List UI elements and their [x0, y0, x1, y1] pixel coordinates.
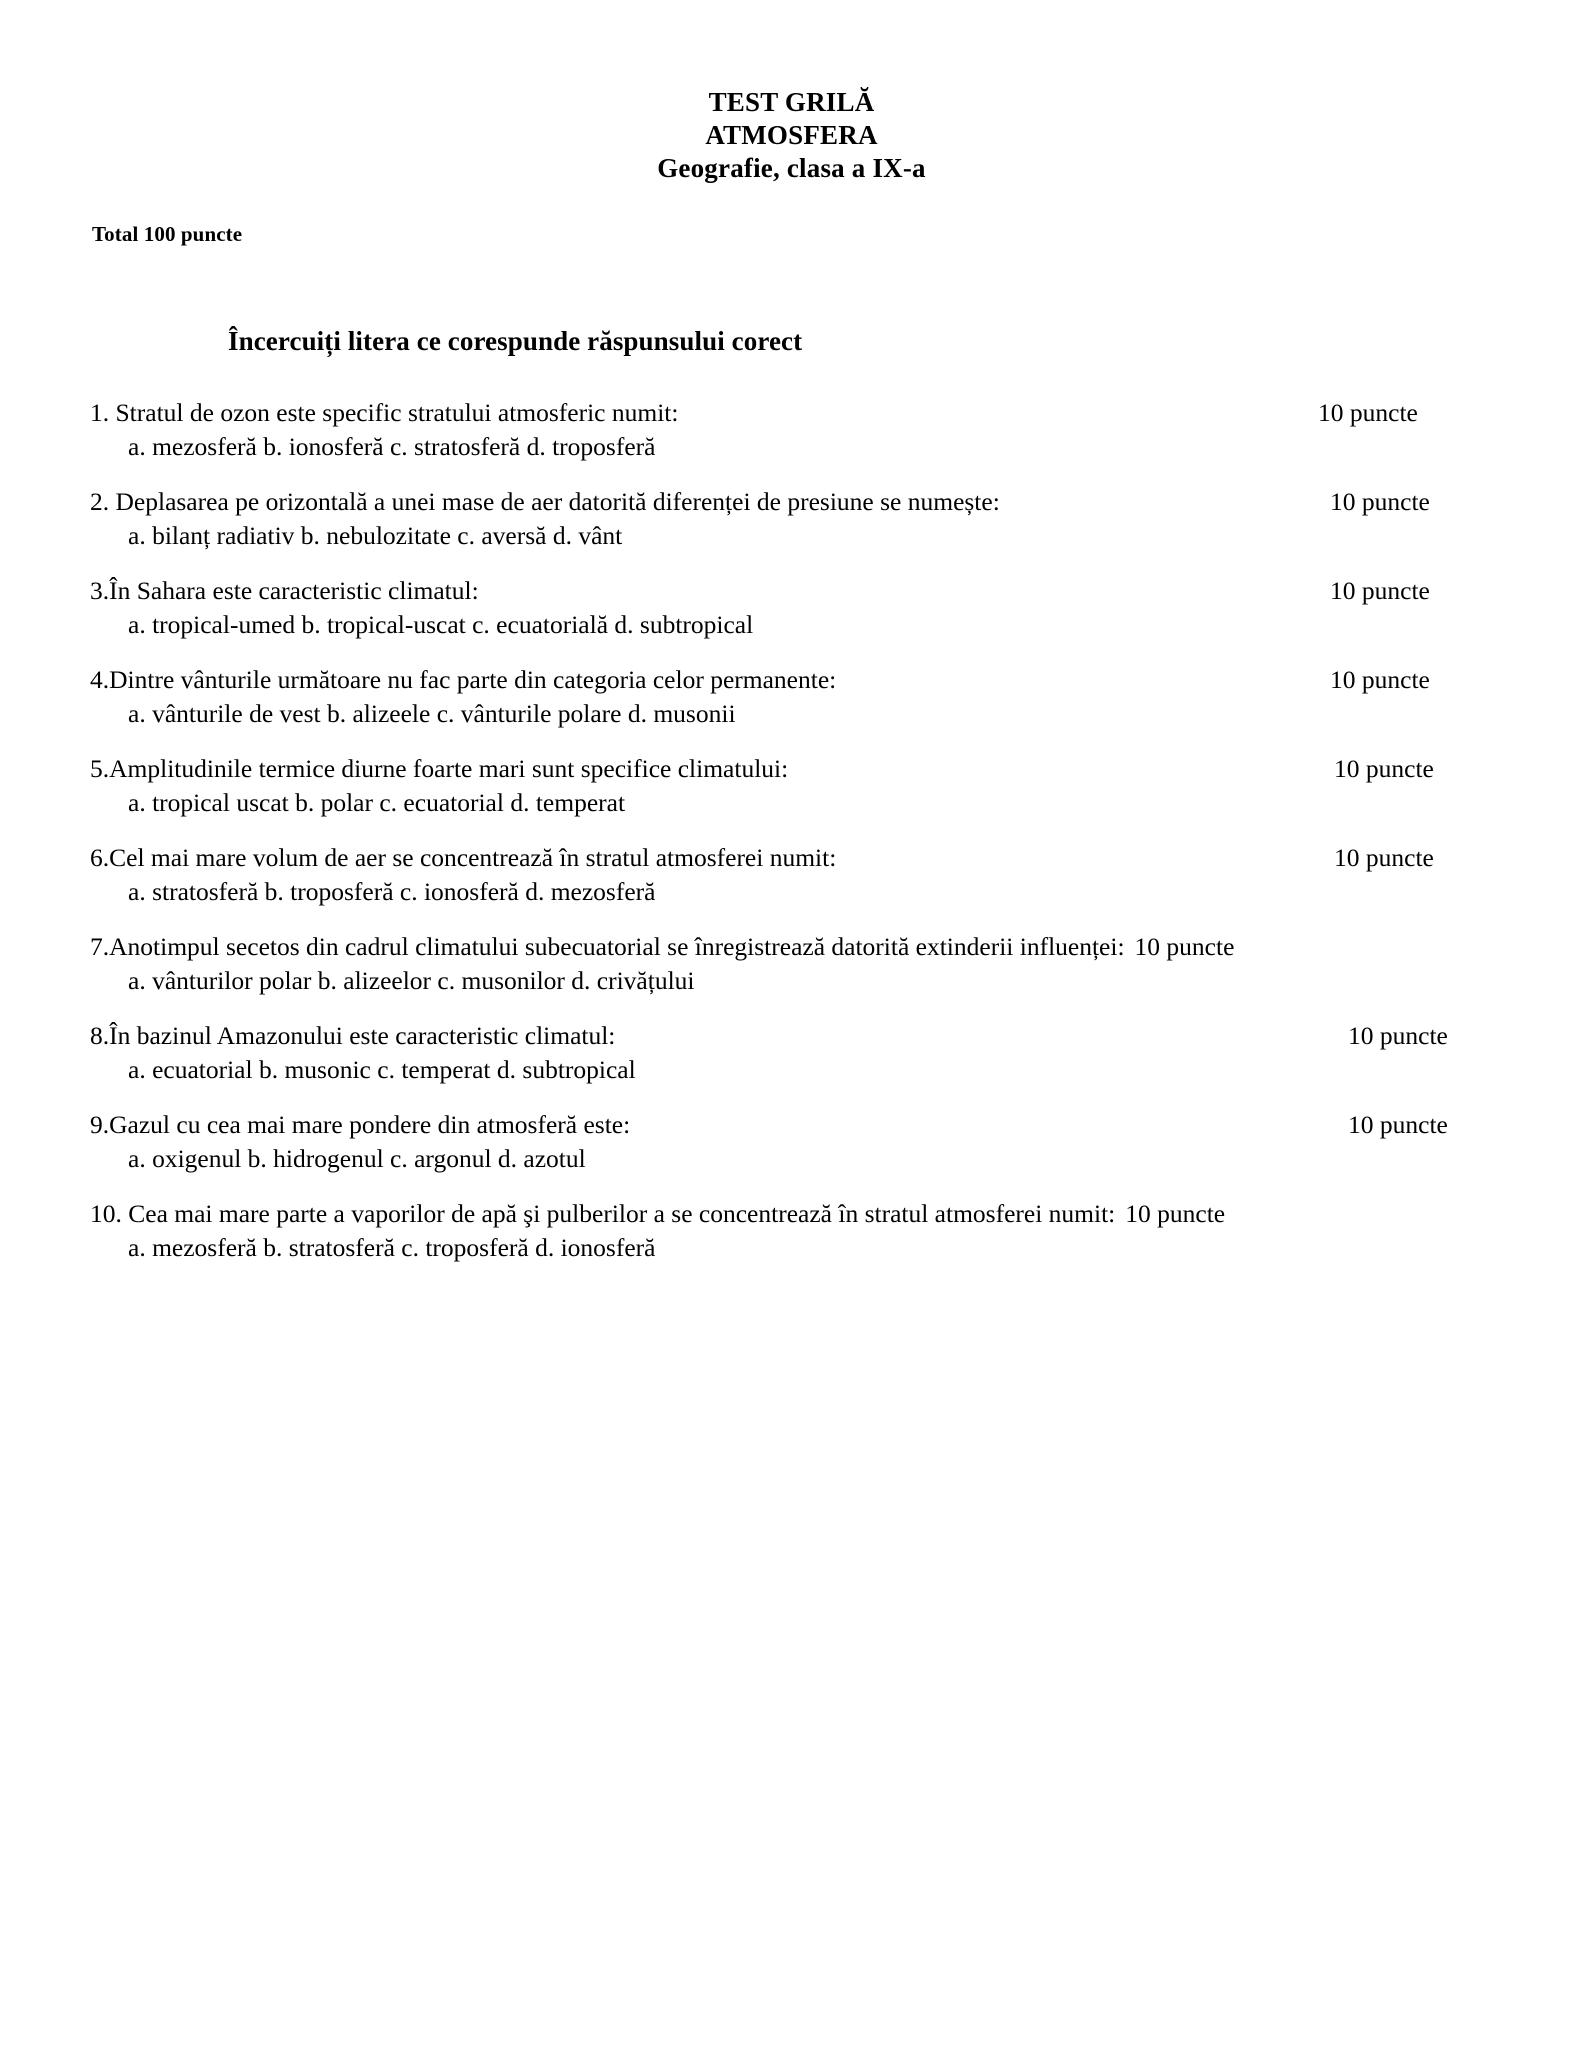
title-line-3: Geografie, clasa a IX-a: [657, 153, 926, 183]
question-item: [0, 930, 1583, 997]
question-points: 10 puncte: [1134, 932, 1235, 961]
total-points-label: Total 100 puncte: [92, 222, 243, 246]
question-item: [0, 1108, 1583, 1175]
question-list: [0, 396, 1583, 1286]
question-options[interactable]: a. bilanț radiativ b. nebulozitate c. aversă d. vânt: [128, 521, 623, 550]
question-options[interactable]: a. vânturile de vest b. alizeele c. vânturile polare d. musonii: [128, 699, 736, 728]
question-points: 10 puncte: [1318, 398, 1418, 427]
question-options[interactable]: a. tropical uscat b. polar c. ecuatorial d. temperat: [128, 788, 626, 817]
question-points: 10 puncte: [1330, 576, 1430, 605]
question-points: 10 puncte: [1334, 754, 1434, 783]
question-prompt: 9.Gazul cu cea mai mare pondere din atmosferă este:: [90, 1110, 631, 1139]
question-item: [0, 752, 1583, 819]
question-points: 10 puncte: [1348, 1021, 1448, 1050]
question-item: [0, 574, 1583, 641]
question-points: 10 puncte: [1125, 1199, 1226, 1228]
question-item: [0, 841, 1583, 908]
question-points: 10 puncte: [1348, 1110, 1448, 1139]
instruction-heading: Încercuiți litera ce corespunde răspunsului corect: [228, 326, 803, 356]
question-options[interactable]: a. mezosferă b. stratosferă c. troposferă d. ionosferă: [128, 1233, 656, 1262]
question-prompt: 4.Dintre vânturile următoare nu fac parte din categoria celor permanente:: [90, 665, 837, 694]
question-prompt: 10. Cea mai mare parte a vaporilor de apă şi pulberilor a se concentrează în stratul atmosferei numit:: [90, 1199, 1116, 1228]
question-item: [0, 1019, 1583, 1086]
question-prompt-row: [0, 1019, 1583, 1052]
question-prompt-row: [0, 485, 1583, 518]
question-points: 10 puncte: [1330, 665, 1430, 694]
question-prompt: 7.Anotimpul secetos din cadrul climatului subecuatorial se înregistrează datorită extinderii influenței:: [90, 932, 1125, 961]
question-options[interactable]: a. vânturilor polar b. alizeelor c. musonilor d. crivățului: [128, 966, 695, 995]
question-options[interactable]: a. mezosferă b. ionosferă c. stratosferă d. troposferă: [128, 432, 656, 461]
question-prompt: 6.Cel mai mare volum de aer se concentrează în stratul atmosferei numit:: [90, 843, 837, 872]
question-prompt-row: [0, 1197, 1583, 1230]
question-item: [0, 1197, 1583, 1264]
question-prompt-row: [0, 752, 1583, 785]
question-options[interactable]: a. stratosferă b. troposferă c. ionosferă d. mezosferă: [128, 877, 656, 906]
question-options[interactable]: a. ecuatorial b. musonic c. temperat d. subtropical: [128, 1055, 636, 1084]
title-line-2: ATMOSFERA: [705, 120, 878, 150]
title-line-1: TEST GRILĂ: [708, 87, 875, 117]
question-options[interactable]: a. oxigenul b. hidrogenul c. argonul d. azotul: [128, 1144, 586, 1173]
question-prompt-row: [0, 1108, 1583, 1141]
question-prompt: 3.În Sahara este caracteristic climatul:: [90, 576, 479, 605]
question-options[interactable]: a. tropical-umed b. tropical-uscat c. ecuatorială d. subtropical: [128, 610, 754, 639]
question-prompt-row: [0, 574, 1583, 607]
question-prompt-row: [0, 396, 1583, 429]
question-item: [0, 485, 1583, 552]
question-item: [0, 396, 1583, 463]
question-prompt: 8.În bazinul Amazonului este caracteristic climatul:: [90, 1021, 616, 1050]
question-item: [0, 663, 1583, 730]
question-prompt-row: [0, 841, 1583, 874]
question-prompt: 1. Stratul de ozon este specific stratului atmosferic numit:: [90, 398, 679, 427]
question-prompt: 2. Deplasarea pe orizontală a unei mase de aer datorită diferenței de presiune se numește:: [90, 487, 1000, 516]
question-prompt: 5.Amplitudinile termice diurne foarte mari sunt specifice climatului:: [90, 754, 789, 783]
question-prompt-row: [0, 663, 1583, 696]
question-points: 10 puncte: [1330, 487, 1430, 516]
question-points: 10 puncte: [1334, 843, 1434, 872]
document-title-block: [0, 86, 1583, 185]
question-prompt-row: [0, 930, 1583, 963]
